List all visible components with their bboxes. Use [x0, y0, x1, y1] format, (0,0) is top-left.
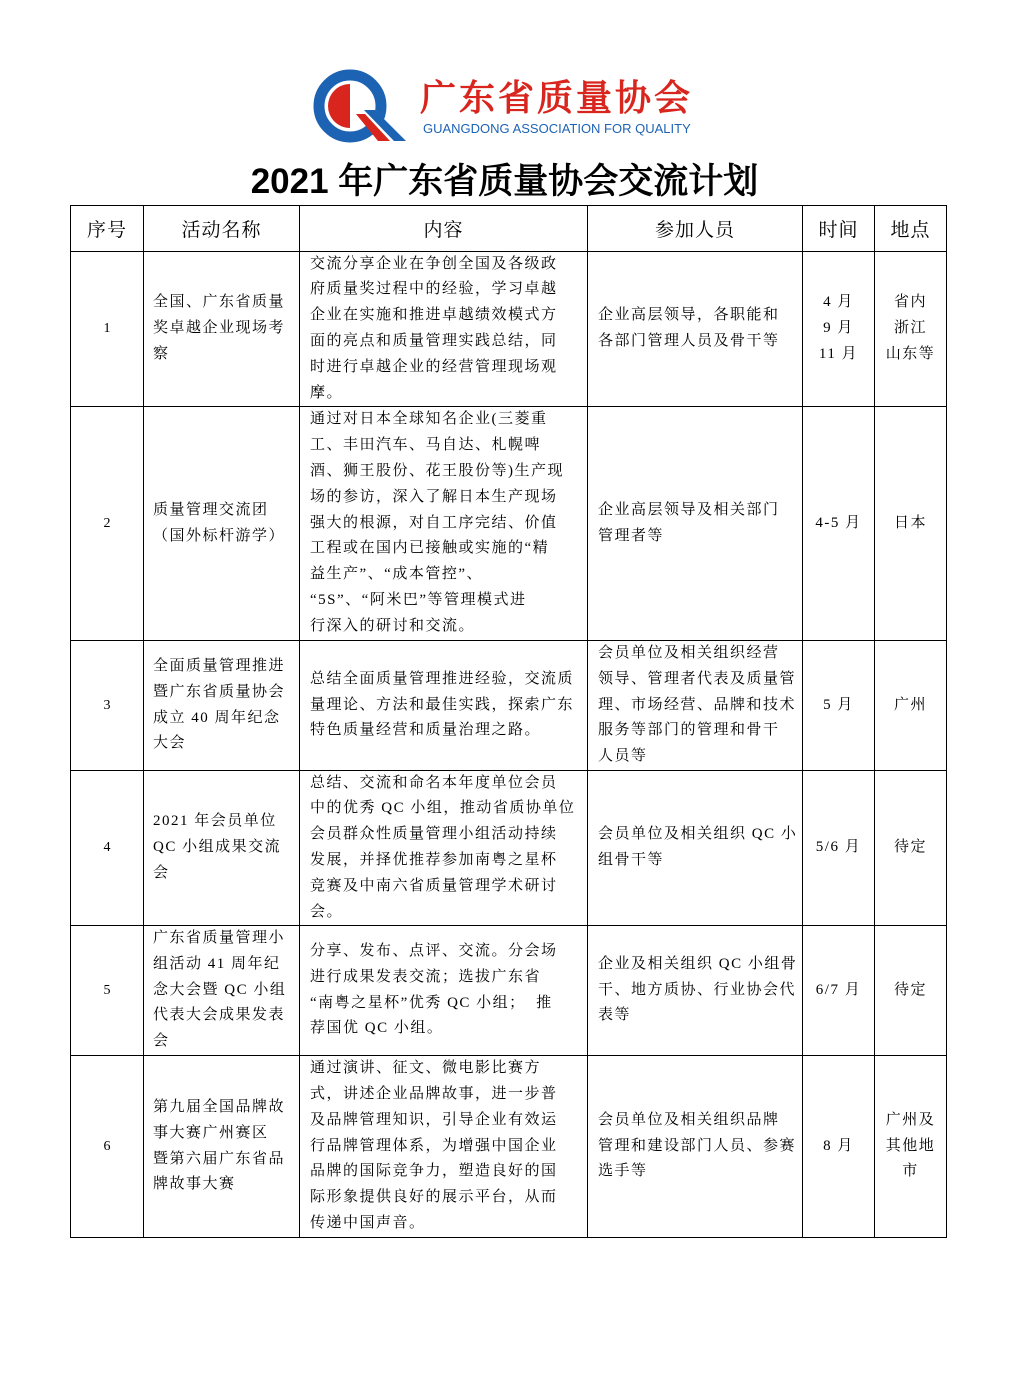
text-line: “南粤之星杯”优秀 QC 小组； 推	[310, 994, 553, 1011]
text-line: 企业高层领导及相关部门	[598, 501, 780, 518]
seq-number: 5	[103, 982, 111, 998]
text-line: 4 月	[823, 294, 854, 311]
cell-content	[300, 407, 588, 641]
logo-name-english: GUANGDONG ASSOCIATION FOR QUALITY	[423, 121, 691, 136]
logo-name-chinese: 广东省质量协会	[420, 77, 694, 118]
text-line: 量理论、方法和最佳实践，探索广东	[310, 696, 575, 713]
text-line: 会。	[310, 903, 344, 920]
text-line: 5/6 月	[815, 839, 862, 856]
text-line: 会	[153, 864, 170, 881]
cell-activity-name	[144, 641, 300, 771]
text-line: 分享、发布、点评、交流。分会场	[310, 942, 558, 959]
text-line: 人员等	[598, 748, 648, 765]
text-line: 选手等	[598, 1163, 648, 1180]
text-line: 强大的根源，对自工序完结、价值	[310, 514, 558, 531]
text-line: 6/7 月	[815, 981, 862, 998]
text-line: 5 月	[823, 696, 854, 713]
seq-number: 2	[103, 515, 111, 531]
header-location: 地点	[875, 206, 946, 252]
cell-time	[803, 926, 875, 1056]
text-line: 总结、交流和命名本年度单位会员	[310, 774, 558, 791]
text-line: 府质量奖过程中的经验，学习卓越	[310, 281, 558, 298]
cell-location	[875, 252, 946, 407]
text-line: 待定	[893, 981, 927, 998]
cell-activity-name	[144, 926, 300, 1056]
cell-time	[803, 1056, 875, 1237]
cell-content	[300, 641, 588, 771]
text-line: 管理和建设部门人员、参赛	[598, 1137, 797, 1154]
cell-time	[803, 771, 875, 926]
text-line: 理、市场经营、品牌和技术	[598, 696, 797, 713]
text-line: 式，讲述企业品牌故事，进一步普	[310, 1086, 558, 1102]
text-line: 表等	[598, 1007, 632, 1024]
text-line: 日本	[893, 514, 927, 531]
text-line: 益生产”、“成本管控”、	[310, 566, 483, 583]
text-line: 2021 年会员单位	[153, 813, 277, 830]
text-line: 察	[153, 345, 170, 362]
text-line: 管理者等	[598, 527, 665, 544]
seq-number: 4	[103, 840, 111, 856]
text-line: 企业高层领导，各职能和	[598, 307, 780, 324]
cell-participants	[588, 252, 803, 407]
text-line: 代表大会成果发表	[153, 1007, 286, 1024]
header-participants: 参加人员	[588, 206, 803, 252]
text-line: 面的亮点和质量管理实践总结，同	[310, 333, 558, 349]
text-line: 及品牌管理知识，引导企业有效运	[310, 1111, 558, 1128]
header-seq: 序号	[71, 206, 144, 252]
cell-activity-name	[144, 252, 300, 407]
text-line: 暨广东省质量协会	[153, 683, 286, 700]
text-line: 牌故事大赛	[153, 1176, 236, 1193]
text-line: 11 月	[818, 345, 859, 362]
text-line: 总结全面质量管理推进经验，交流质	[310, 670, 575, 687]
text-line: 全面质量管理推进	[153, 657, 286, 674]
cell-time	[803, 252, 875, 407]
seq-number: 3	[103, 697, 111, 713]
cell-activity-name	[144, 771, 300, 926]
text-line: 摩。	[310, 384, 344, 401]
text-line: 行品牌管理体系，为增强中国企业	[310, 1137, 558, 1154]
text-line: 会员群众性质量管理小组活动持续	[310, 826, 558, 843]
text-line: 山东等	[885, 345, 936, 362]
text-line: 会员单位及相关组织经营	[598, 645, 780, 661]
header-time: 时间	[803, 206, 875, 252]
text-line: 交流分享企业在争创全国及各级政	[310, 255, 558, 272]
cell-activity-name	[144, 407, 300, 641]
header-activity-name: 活动名称	[144, 206, 300, 252]
text-line: 干、地方质协、行业协会代	[598, 981, 797, 998]
seq-number: 6	[103, 1138, 111, 1154]
text-line: 大会	[153, 735, 187, 752]
text-line: 8 月	[823, 1137, 854, 1154]
text-line: 会员单位及相关组织品牌	[598, 1111, 780, 1128]
text-line: 通过对日本全球知名企业(三菱重	[310, 411, 548, 428]
text-line: 企业在实施和推进卓越绩效模式方	[310, 307, 558, 324]
cell-seq	[71, 1056, 144, 1237]
cell-activity-name	[144, 1056, 300, 1237]
text-line: 际形象提供良好的展示平台，从而	[310, 1189, 558, 1206]
header-content: 内容	[300, 206, 588, 252]
text-line: 领导、管理者代表及质量管	[598, 670, 797, 687]
text-line: 第九届全国品牌故	[153, 1098, 286, 1115]
cell-seq	[71, 926, 144, 1056]
cell-seq	[71, 771, 144, 926]
cell-location	[875, 407, 946, 641]
association-logo-icon	[312, 69, 406, 143]
cell-participants	[588, 771, 803, 926]
text-line: 品牌的国际竞争力，塑造良好的国	[310, 1163, 558, 1180]
text-line: 酒、狮王股份、花王股份等)生产现	[310, 463, 564, 479]
text-line: 广东省质量管理小	[153, 930, 286, 946]
document-title: 2021 年广东省质量协会交流计划	[250, 162, 759, 201]
cell-content	[300, 771, 588, 926]
cell-participants	[588, 1056, 803, 1237]
cell-location	[875, 641, 946, 771]
text-line: （国外标杆游学）	[153, 527, 286, 544]
text-line: 进行成果发表交流；选拔广东省	[310, 968, 542, 985]
cell-content	[300, 926, 588, 1056]
text-line: 质量管理交流团	[153, 501, 269, 518]
cell-location	[875, 771, 946, 926]
cell-seq	[71, 641, 144, 771]
text-line: 行深入的研讨和交流。	[310, 617, 476, 634]
cell-seq	[71, 407, 144, 641]
cell-content	[300, 1056, 588, 1237]
cell-seq	[71, 252, 144, 407]
text-line: 传递中国声音。	[310, 1214, 426, 1231]
text-line: 企业及相关组织 QC 小组骨	[598, 955, 798, 972]
cell-content	[300, 252, 588, 407]
text-line: 全国、广东省质量	[153, 294, 286, 311]
text-line: 成立 40 周年纪念	[153, 709, 281, 726]
text-line: 荐国优 QC 小组。	[310, 1020, 444, 1037]
text-line: 事大赛广州赛区	[153, 1124, 269, 1141]
text-line: 市	[902, 1163, 919, 1180]
text-line: 通过演讲、征文、微电影比赛方	[310, 1060, 542, 1077]
text-line: 广州及	[885, 1111, 936, 1128]
text-line: QC 小组成果交流	[153, 839, 282, 856]
text-line: 暨第六届广东省品	[153, 1150, 286, 1167]
text-line: 浙江	[893, 320, 927, 337]
cell-participants	[588, 641, 803, 771]
cell-time	[803, 407, 875, 641]
text-line: 广州	[893, 696, 927, 713]
text-line: 9 月	[823, 320, 854, 337]
text-line: 竞赛及中南六省质量管理学术研讨	[310, 877, 558, 894]
text-line: “5S”、“阿米巴”等管理模式进	[310, 591, 527, 608]
text-line: 组活动 41 周年纪	[153, 955, 281, 972]
cell-time	[803, 641, 875, 771]
cell-participants	[588, 407, 803, 641]
text-line: 各部门管理人员及骨干等	[598, 333, 780, 349]
text-line: 会员单位及相关组织 QC 小	[598, 826, 798, 843]
text-line: 其他地	[885, 1137, 936, 1154]
text-line: 念大会暨 QC 小组	[153, 981, 287, 998]
text-line: 工、丰田汽车、马自达、札幌啤	[310, 437, 542, 454]
text-line: 省内	[893, 294, 927, 311]
text-line: 发展，并择优推荐参加南粤之星杯	[310, 852, 558, 868]
text-line: 工程或在国内已接触或实施的“精	[310, 540, 550, 557]
text-line: 场的参访，深入了解日本生产现场	[310, 488, 558, 505]
text-line: 组骨干等	[598, 852, 665, 868]
text-line: 中的优秀 QC 小组，推动省质协单位	[310, 800, 576, 817]
cell-participants	[588, 926, 803, 1056]
text-line: 时进行卓越企业的经营管理现场观	[310, 358, 558, 375]
text-line: 奖卓越企业现场考	[153, 320, 286, 337]
cell-location	[875, 926, 946, 1056]
text-line: 特色质量经营和质量治理之路。	[310, 722, 542, 739]
cell-location	[875, 1056, 946, 1237]
exchange-plan-table	[70, 205, 947, 1238]
text-line: 服务等部门的管理和骨干	[598, 722, 780, 739]
text-line: 待定	[893, 839, 927, 856]
text-line: 会	[153, 1033, 170, 1050]
text-line: 4-5 月	[815, 514, 862, 531]
seq-number: 1	[103, 321, 111, 337]
